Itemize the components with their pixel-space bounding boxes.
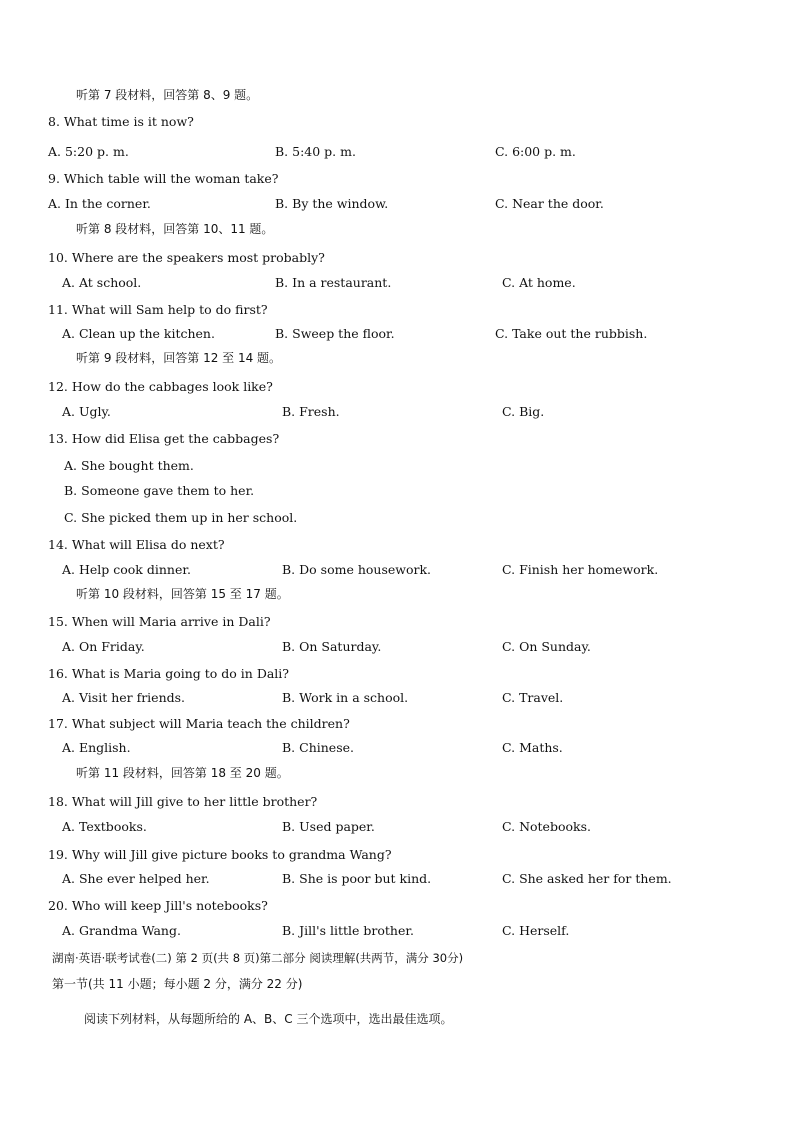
q19-option-b: B. She is poor but kind.: [282, 871, 432, 886]
q12-option-a: A. Ugly.: [62, 404, 111, 419]
question-11: 11. What will Sam help to do first?: [48, 302, 268, 317]
q20-option-c: C. Herself.: [502, 923, 570, 938]
question-8: 8. What time is it now?: [48, 114, 194, 129]
q12-option-b: B. Fresh.: [282, 404, 340, 419]
question-10: 10. Where are the speakers most probably?: [48, 250, 325, 265]
q13-option-c: C. She picked them up in her school.: [64, 510, 298, 525]
section-heading-8: 听第 8 段材料，回答第 10、11 题。: [76, 222, 274, 236]
question-17: 17. What subject will Maria teach the children?: [48, 716, 350, 731]
q10-option-c: C. At home.: [502, 275, 576, 290]
question-12: 12. How do the cabbages look like?: [48, 379, 273, 394]
reading-instruction: 阅读下列材料，从每题所给的 A、B、C 三个选项中，选出最佳选项。: [84, 1012, 453, 1026]
q19-option-a: A. She ever helped her.: [62, 871, 210, 886]
section-heading-7: 听第 7 段材料，回答第 8、9 题。: [76, 88, 259, 102]
q20-option-a: A. Grandma Wang.: [62, 923, 181, 938]
q9-option-b: B. By the window.: [275, 196, 389, 211]
question-19: 19. Why will Jill give picture books to grandma Wang?: [48, 847, 392, 862]
q13-option-a: A. She bought them.: [64, 458, 194, 473]
question-13: 13. How did Elisa get the cabbages?: [48, 431, 280, 446]
question-9: 9. Which table will the woman take?: [48, 171, 279, 186]
q15-option-b: B. On Saturday.: [282, 639, 382, 654]
question-15: 15. When will Maria arrive in Dali?: [48, 614, 271, 629]
q10-option-a: A. At school.: [62, 275, 142, 290]
question-14: 14. What will Elisa do next?: [48, 537, 225, 552]
q13-option-b: B. Someone gave them to her.: [64, 483, 255, 498]
q11-option-c: C. Take out the rubbish.: [495, 326, 648, 341]
q16-option-b: B. Work in a school.: [282, 690, 409, 705]
q15-option-a: A. On Friday.: [62, 639, 145, 654]
q18-option-c: C. Notebooks.: [502, 819, 591, 834]
question-18: 18. What will Jill give to her little brother?: [48, 794, 318, 809]
page-footer: 湖南·英语·联考试卷(二) 第 2 页(共 8 页)第二部分 阅读理解(共两节，满分 30分): [52, 951, 464, 965]
part-title: 第一节(共 11 小题；每小题 2 分，满分 22 分): [52, 977, 303, 991]
q16-option-a: A. Visit her friends.: [62, 690, 186, 705]
q16-option-c: C. Travel.: [502, 690, 564, 705]
section-heading-11: 听第 11 段材料，回答第 18 至 20 题。: [76, 766, 289, 780]
q9-option-a: A. In the corner.: [48, 196, 151, 211]
question-16: 16. What is Maria going to do in Dali?: [48, 666, 290, 681]
section-heading-9: 听第 9 段材料，回答第 12 至 14 题。: [76, 351, 282, 365]
q11-option-a: A. Clean up the kitchen.: [62, 326, 215, 341]
section-heading-10: 听第 10 段材料，回答第 15 至 17 题。: [76, 587, 289, 601]
q18-option-b: B. Used paper.: [282, 819, 375, 834]
q17-option-a: A. English.: [62, 740, 131, 755]
q20-option-b: B. Jill's little brother.: [282, 923, 414, 938]
q15-option-c: C. On Sunday.: [502, 639, 591, 654]
q14-option-b: B. Do some housework.: [282, 562, 432, 577]
q11-option-b: B. Sweep the floor.: [275, 326, 395, 341]
q8-option-b: B. 5:40 p. m.: [275, 144, 356, 159]
q10-option-b: B. In a restaurant.: [275, 275, 392, 290]
q8-option-a: A. 5:20 p. m.: [48, 144, 129, 159]
q8-option-c: C. 6:00 p. m.: [495, 144, 576, 159]
q12-option-c: C. Big.: [502, 404, 545, 419]
q14-option-a: A. Help cook dinner.: [62, 562, 191, 577]
q17-option-b: B. Chinese.: [282, 740, 354, 755]
question-20: 20. Who will keep Jill's notebooks?: [48, 898, 268, 913]
q18-option-a: A. Textbooks.: [62, 819, 147, 834]
q14-option-c: C. Finish her homework.: [502, 562, 659, 577]
q19-option-c: C. She asked her for them.: [502, 871, 672, 886]
q9-option-c: C. Near the door.: [495, 196, 604, 211]
q17-option-c: C. Maths.: [502, 740, 563, 755]
